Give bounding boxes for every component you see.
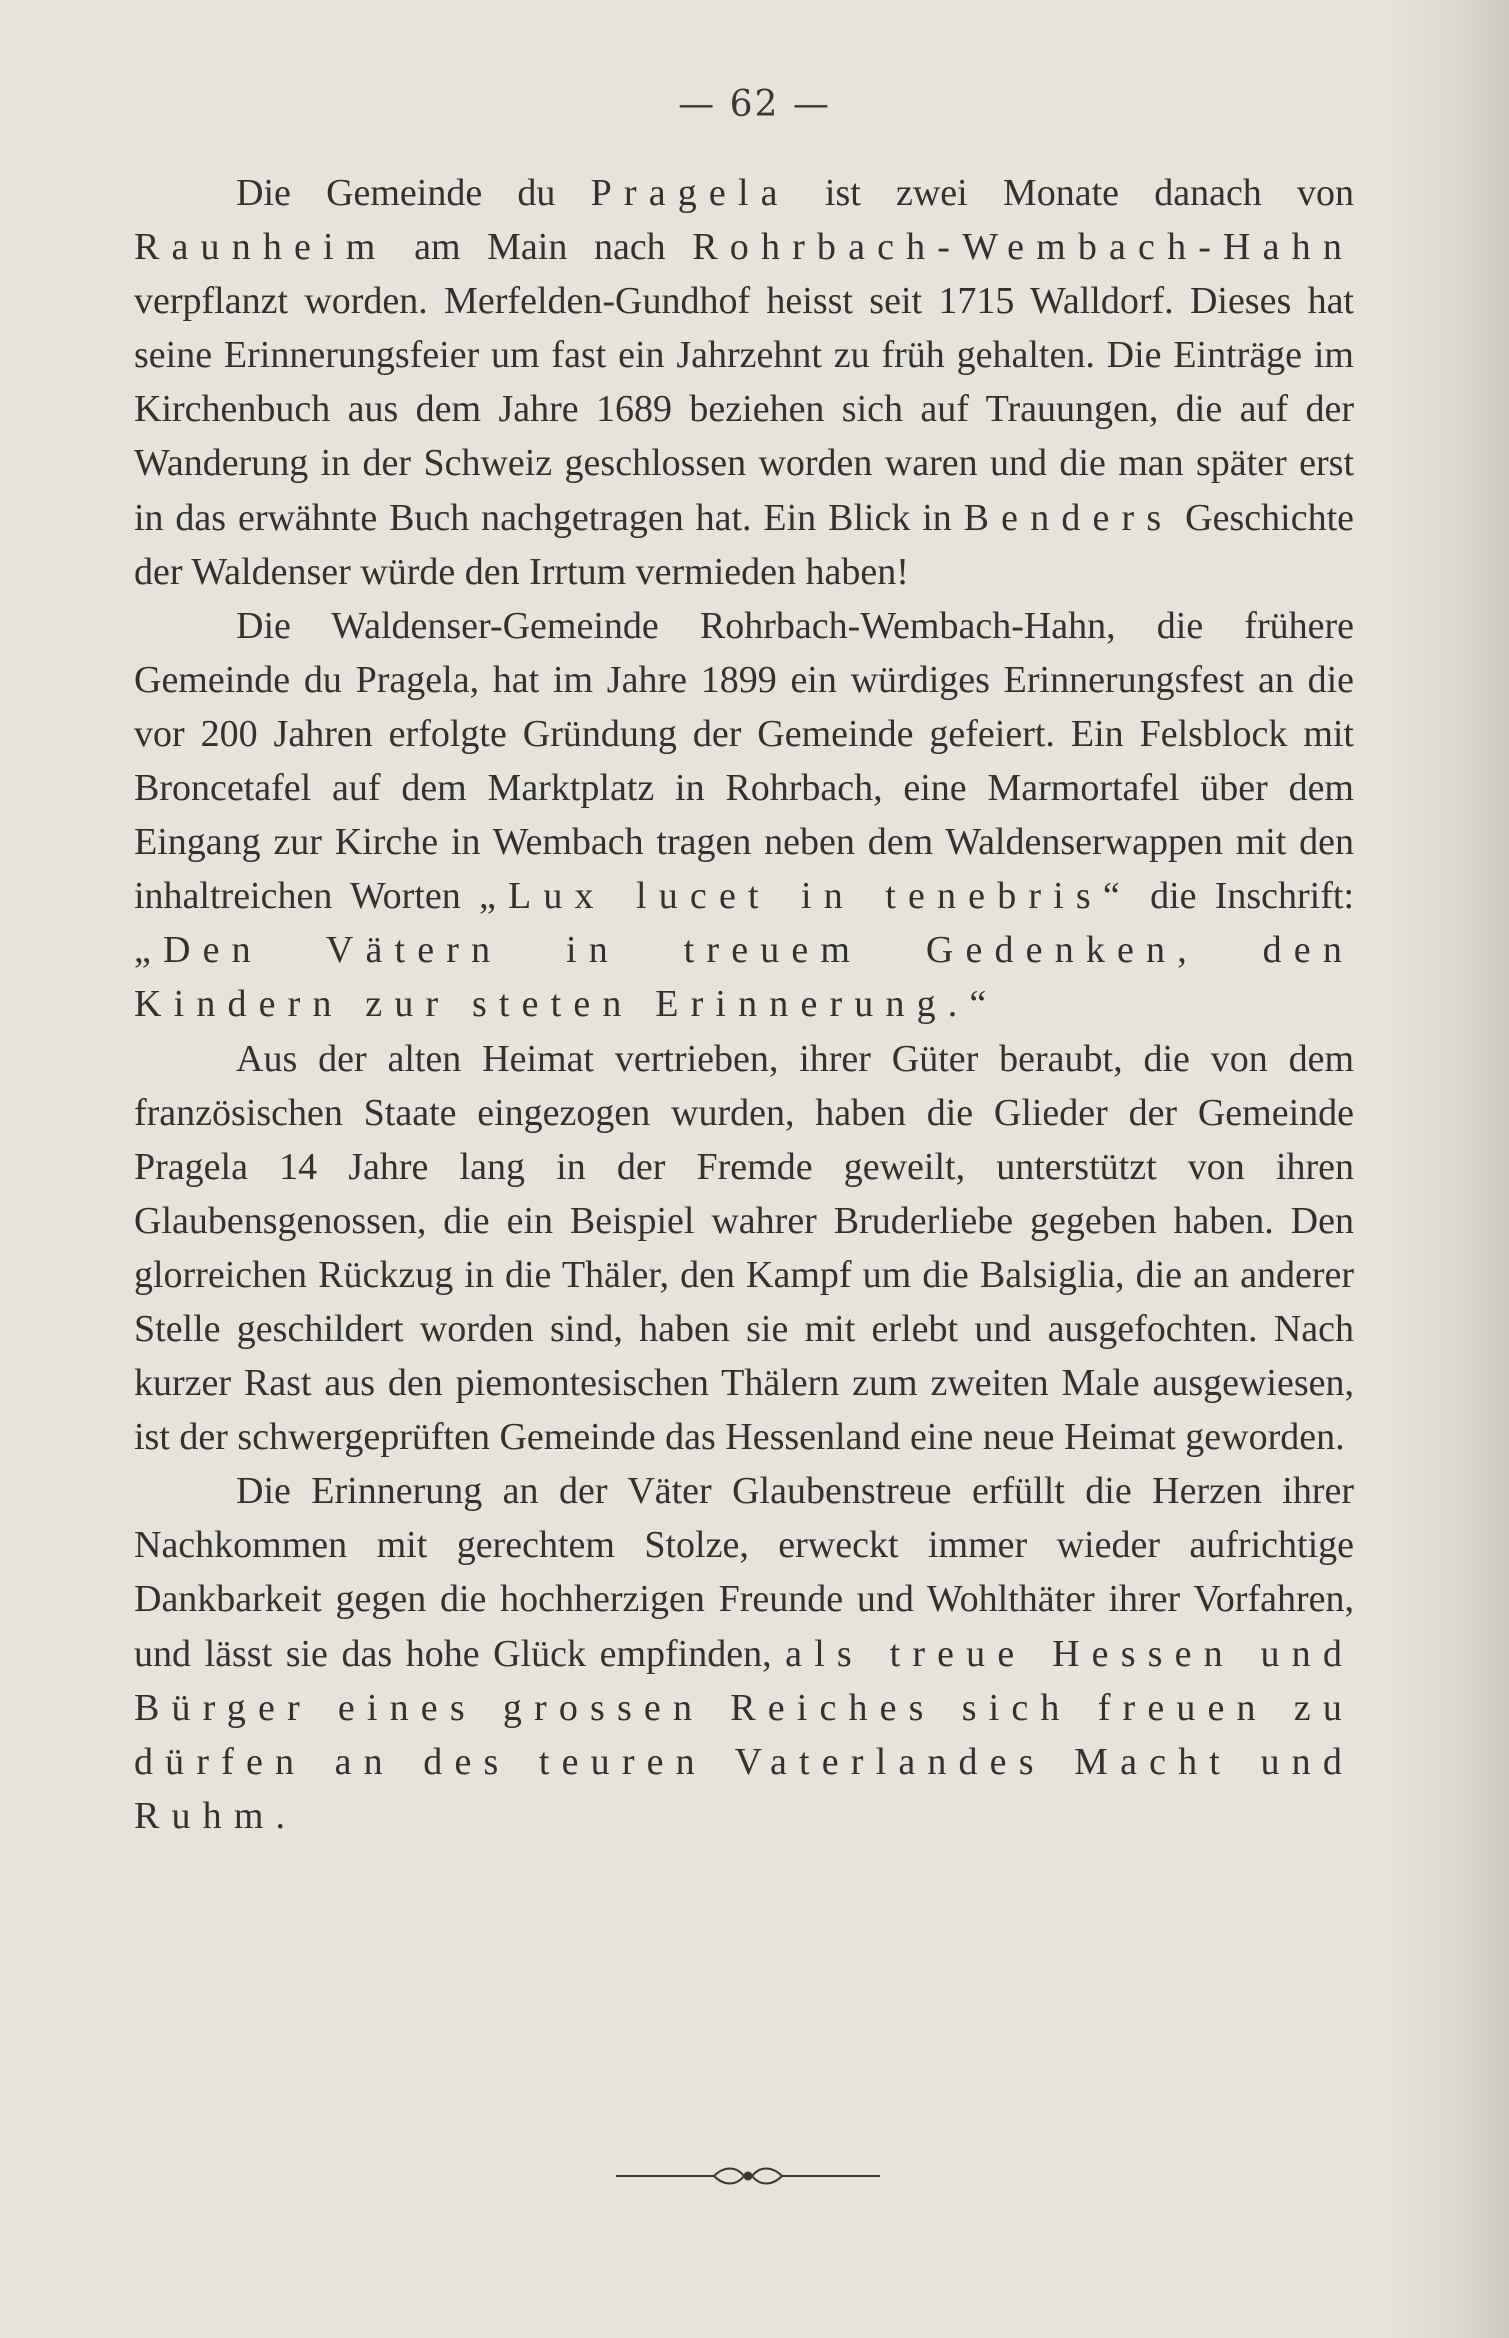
spaced-inscription: „Den Vätern in treuem Gedenken, den Kindern zur steten Erinnerung.“ [134,929,1354,1026]
page-edge-shadow [1391,0,1509,2338]
paragraph-1-text-1: Die Gemeinde du [236,172,591,214]
paragraph-2 [134,599,1354,1032]
spaced-name-raunheim: Raunheim [134,226,388,269]
paragraph-1-text-4: verpflanzt worden. Merfelden-Gundhof heisst seit 1715 Walldorf. Dieses hat seine Erinnerungsfeier um fast ein Jahrzehnt zu früh gehalten. Die Einträge im Kirchenbuch aus dem Jahre 1689 beziehen sich auf Trauungen, die auf der Wanderung in der Schweiz geschlossen worden waren und die man später erst in das erwähnte Buch nachgetragen hat. Ein Blick in [134,280,1354,539]
paragraph-3 [134,1032,1354,1465]
paragraph-1 [134,166,1354,599]
spaced-name-pragela: Pragela [590,172,790,214]
spaced-name-benders: Benders [963,496,1174,539]
page-number: — 62 — [678,84,831,125]
paragraph-1-text-5: Geschichte der Waldenser würde den Irrtum vermieden haben! [134,496,1354,593]
spaced-quote-lux-lucet: „Lux lucet in tenebris“ [478,875,1132,918]
page-body [134,166,1354,1843]
paragraph-2-text-2: die Inschrift: [1131,875,1354,918]
paragraph-4 [134,1464,1354,1843]
paragraph-1-text-3: am Main nach [387,226,693,269]
spaced-closing-phrase: als treue Hessen und Bürger eines grossen Reiches sich freuen zu dürfen an des teuren Vaterlandes Macht und Ruhm. [134,1632,1354,1837]
paragraph-3-text-1: Aus der alten Heimat vertrieben, ihrer Güter beraubt, die von dem französischen Staate eingezogen wurden, haben die Glieder der Gemeinde Pragela 14 Jahre lang in der Fremde geweilt, unterstützt von ihren Glaubensgenossen, die ein Beispiel wahrer Bruderliebe gegeben haben. Den glorreichen Rückzug in die Thäler, den Kampf um die Balsiglia, die an anderer Stelle geschildert worden sind, haben sie mit erlebt und ausgefochten. Nach kurzer Rast aus den piemontesischen Thälern zum zweiten Male ausgewiesen, ist der schwergeprüften Gemeinde das Hessenland eine neue Heimat geworden. [134,1037,1354,1459]
paragraph-2-text-1: Die Waldenser-Gemeinde Rohrbach-Wembach-Hahn, die frühere Gemeinde du Pragela, hat im Jahre 1899 ein würdiges Erinnerungsfest an die vor 200 Jahren erfolgte Gründung der Gemeinde gefeiert. Ein Felsblock mit Broncetafel auf dem Marktplatz in Rohrbach, eine Marmortafel über dem Eingang zur Kirche in Wembach tragen neben dem Waldenserwappen mit den inhaltreichen Worten [134,604,1354,918]
spaced-name-rohrbach-wembach-hahn: Rohrbach-Wembach-Hahn [692,226,1354,269]
paragraph-1-text-2: ist zwei Monate danach von [789,172,1355,214]
paragraph-4-text-1: Die Erinnerung an der Väter Glaubenstreue erfüllt die Herzen ihrer Nachkommen mit gerechtem Stolze, erweckt immer wieder aufrichtige Dankbarkeit gegen die hochherzigen Freunde und Wohlthäter ihrer Vorfahren, und lässt sie das hohe Glück empfinden, [134,1470,1354,1675]
end-flourish-icon [614,2162,882,2190]
